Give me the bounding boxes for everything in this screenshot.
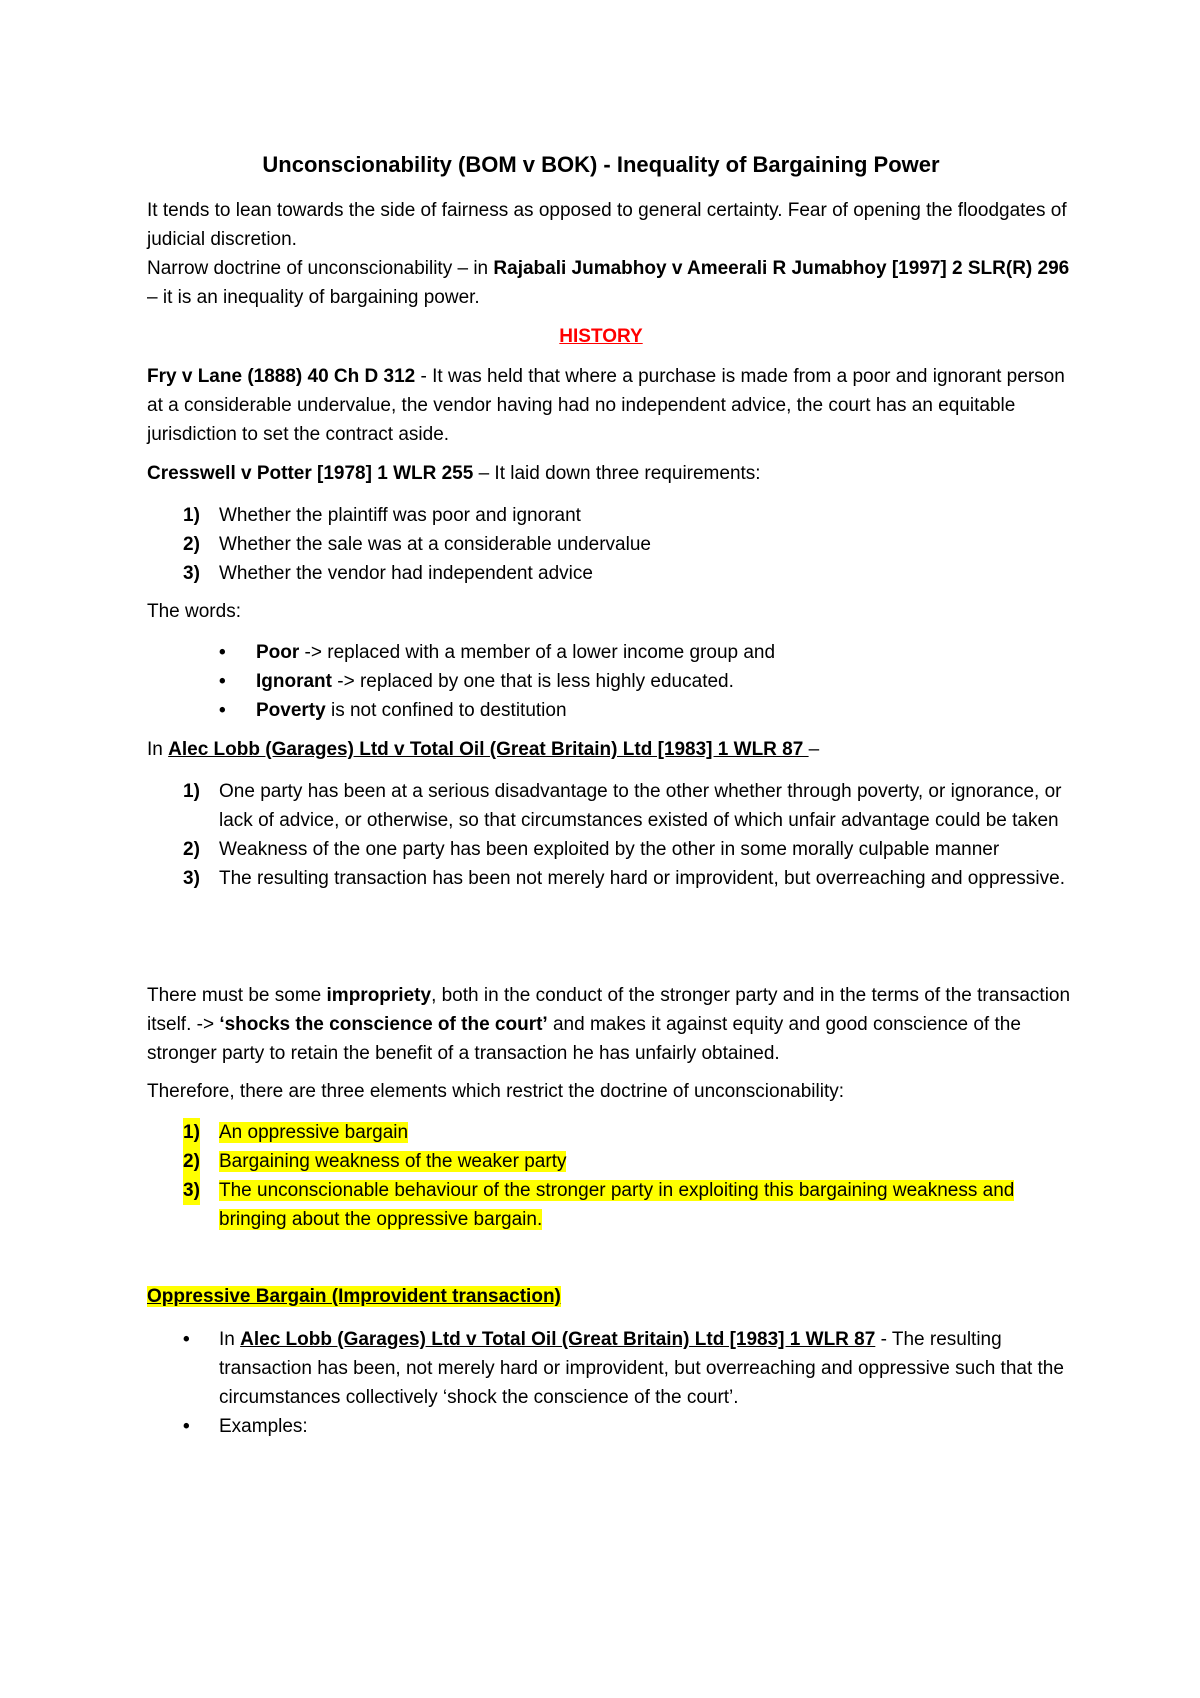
case-citation: Cresswell v Potter [1978] 1 WLR 255: [147, 463, 474, 484]
text-span: – it is an inequality of bargaining power.: [147, 287, 480, 308]
alec-lobb-paragraph: [147, 735, 1077, 764]
bold-term: impropriety: [326, 985, 432, 1006]
bullet-icon: •: [219, 700, 226, 721]
list-item: [147, 1325, 1077, 1412]
list-number: 3): [183, 868, 200, 889]
text-span: –: [808, 739, 820, 760]
bold-term: Poor: [256, 642, 300, 663]
list-text: is not confined to destitution: [325, 700, 567, 721]
alec-lobb-list: [147, 777, 1077, 893]
oppressive-bargain-list: [147, 1325, 1077, 1441]
therefore-paragraph: Therefore, there are three elements which restrict the doctrine of unconscionability:: [147, 1081, 845, 1102]
impropriety-paragraph: [147, 981, 1077, 1068]
list-text: Bargaining weakness of the weaker party: [219, 1151, 567, 1172]
list-number: 1): [183, 781, 200, 802]
list-number: 3): [183, 1176, 200, 1205]
case-citation: Alec Lobb (Garages) Ltd v Total Oil (Great Britain) Ltd [1983] 1 WLR 87: [168, 739, 809, 760]
list-number: 1): [183, 1118, 200, 1147]
list-number: 2): [183, 1147, 200, 1176]
document-title: Unconscionability (BOM v BOK) - Inequality of Bargaining Power: [262, 152, 940, 177]
fry-paragraph: [147, 362, 1077, 449]
list-item: [147, 864, 1077, 893]
list-text: The unconscionable behaviour of the stronger party in exploiting this bargaining weakness and bringing about the oppressive bargain.: [219, 1180, 1015, 1230]
list-text: -> replaced with a member of a lower income group and: [299, 642, 776, 663]
list-text: Weakness of the one party has been exploited by the other in some morally culpable manner: [219, 839, 1000, 860]
list-text: -> replaced by one that is less highly educated.: [332, 671, 734, 692]
list-item: [147, 501, 1077, 530]
list-text: Whether the sale was at a considerable undervalue: [219, 534, 651, 555]
case-citation: Fry v Lane (1888) 40 Ch D 312: [147, 366, 416, 387]
list-item: [147, 1412, 1077, 1441]
list-number: 2): [183, 534, 200, 555]
list-number: 1): [183, 505, 200, 526]
list-item: [147, 1176, 1077, 1234]
list-item: [147, 559, 1077, 588]
case-citation: Rajabali Jumabhoy v Ameerali R Jumabhoy [1997] 2 SLR(R) 296: [493, 258, 1070, 279]
text-span: - It was held that where a purchase is made from a poor and ignorant person at a considerable undervalue, the vendor having had no independent advice, the court has an equitable jurisdiction to set the contract aside.: [147, 366, 1065, 445]
list-text: The resulting transaction has been not merely hard or improvident, but overreaching and oppressive.: [219, 868, 1065, 889]
list-item: [147, 530, 1077, 559]
requirements-list: [147, 501, 1077, 588]
list-item: [147, 1147, 1077, 1176]
list-text: - The resulting transaction has been, not merely hard or improvident, but overreaching and oppressive such that the circumstances collectively ‘shock the conscience of the court’.: [219, 1329, 1064, 1408]
list-text: Examples:: [219, 1416, 308, 1437]
narrow-doctrine-paragraph: [147, 254, 1077, 312]
text-span: There must be some: [147, 985, 327, 1006]
list-item: [147, 667, 1077, 696]
text-span: In: [219, 1329, 241, 1350]
list-text: Whether the plaintiff was poor and ignorant: [219, 505, 581, 526]
elements-list: [147, 1118, 1077, 1234]
list-item: [147, 835, 1077, 864]
list-item: [147, 638, 1077, 667]
list-item: [147, 777, 1077, 835]
text-span: Narrow doctrine of unconscionability – in: [147, 258, 494, 279]
case-citation: Alec Lobb (Garages) Ltd v Total Oil (Great Britain) Ltd [1983] 1 WLR 87: [240, 1329, 876, 1350]
bullet-icon: •: [219, 642, 226, 663]
bullet-icon: •: [183, 1329, 190, 1350]
list-number: 2): [183, 839, 200, 860]
list-text: Whether the vendor had independent advice: [219, 563, 593, 584]
list-number: 3): [183, 563, 200, 584]
text-span: – It laid down three requirements:: [473, 463, 761, 484]
text-span: and makes it against equity and good conscience of the stronger party to retain the benefit of a transaction he has unfairly obtained.: [147, 1014, 1021, 1064]
cresswell-paragraph: [147, 459, 1077, 488]
list-item: [147, 1118, 1077, 1147]
bullet-icon: •: [183, 1416, 190, 1437]
text-span: In: [147, 739, 169, 760]
words-label: The words:: [147, 601, 241, 622]
bold-term: Poverty: [256, 700, 326, 721]
list-text: An oppressive bargain: [219, 1122, 409, 1143]
section-heading: Oppressive Bargain (Improvident transaction): [147, 1286, 561, 1307]
words-list: [147, 638, 1077, 725]
list-item: [147, 696, 1077, 725]
history-heading: HISTORY: [559, 326, 643, 347]
bullet-icon: •: [219, 671, 226, 692]
quote: ‘shocks the conscience of the court’: [219, 1014, 548, 1035]
list-text: One party has been at a serious disadvantage to the other whether through poverty, or ignorance, or lack of advice, or otherwise, so that circumstances existed of which unfair advantage could be taken: [219, 781, 1062, 831]
oppressive-bargain-heading: [147, 1282, 1077, 1311]
text-span: , both in the conduct of the stronger party and in the terms of the transaction itself. ->: [147, 985, 1071, 1035]
intro-paragraph: It tends to lean towards the side of fairness as opposed to general certainty. Fear of opening the floodgates of judicial discretion.: [147, 200, 1067, 250]
bold-term: Ignorant: [256, 671, 332, 692]
